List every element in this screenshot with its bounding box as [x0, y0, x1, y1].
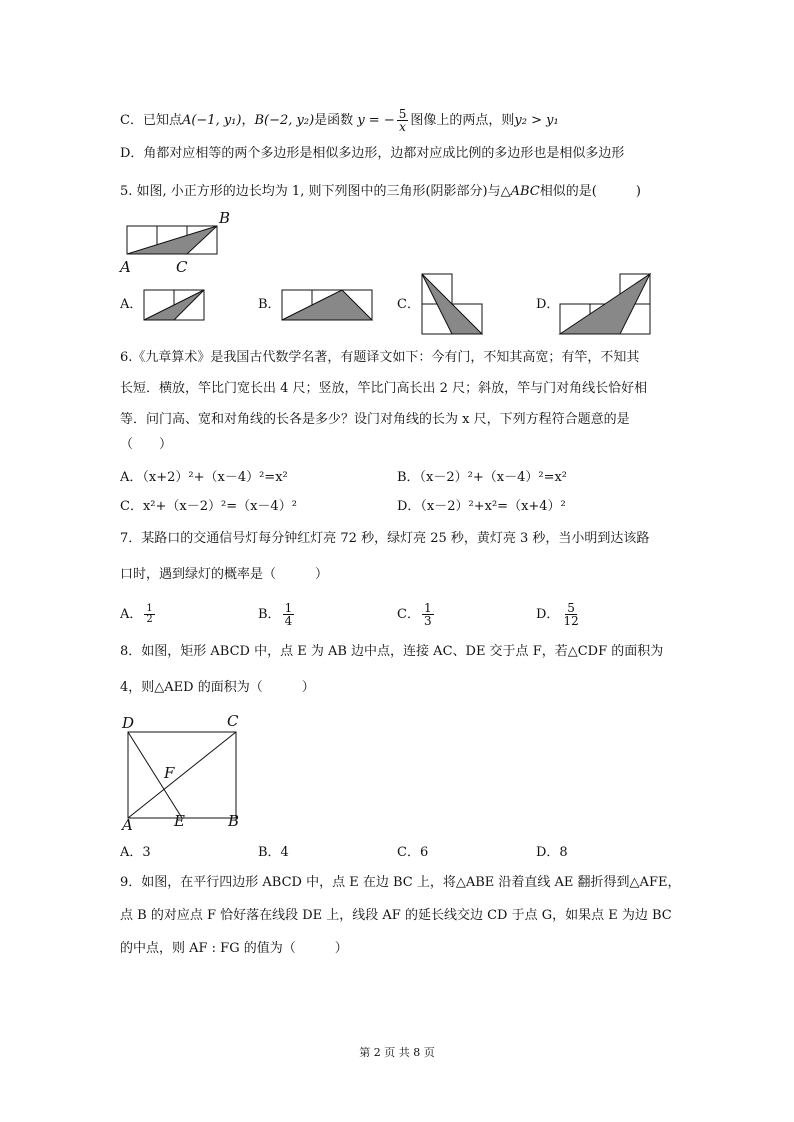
q6-option-c: C．x²+（x－2）²=（x－4）²	[120, 499, 297, 514]
q7c-num: 1	[423, 601, 432, 615]
q7d-fraction	[561, 602, 580, 627]
q8-option-d: D．8	[536, 845, 568, 860]
q5-main-figure	[118, 208, 238, 278]
q7b-label: B．	[258, 607, 281, 622]
q6-line-2: 长短．横放，竿比门宽长出 4 尺；竖放，竿比门高长出 2 尺；斜放，竿与门对角线长恰好相	[120, 381, 648, 396]
q4c-frac-num: 5	[398, 107, 407, 121]
q7b-num: 1	[284, 601, 293, 615]
q8-label-a: A	[122, 816, 133, 834]
q8-rectangle-figure	[116, 712, 256, 832]
q7d-label: D．	[536, 607, 560, 622]
q5-stem-end: 相似的是( )	[539, 184, 641, 199]
q7b-den: 4	[284, 614, 293, 628]
q9-line-2: 点 B 的对应点 F 恰好落在线段 DE 上，线段 AF 的延长线交边 CD 于点 G，如果点 E 为边 BC	[120, 908, 672, 923]
q7a-fraction	[144, 604, 154, 625]
q8-label-c: C	[227, 712, 239, 730]
q8-label-f: F	[164, 764, 175, 782]
q5-stem	[120, 183, 641, 201]
q7a-label: A．	[120, 607, 143, 622]
q6-option-a: A．（x+2）²+（x－4）²=x²	[120, 470, 288, 485]
q4-option-d: D．角都对应相等的两个多边形是相似多边形，边都对应成比例的多边形也是相似多边形	[120, 146, 625, 161]
q7d-num: 5	[567, 601, 575, 615]
q7c-label: C．	[397, 607, 420, 622]
q5-shaded-triangle-abc	[127, 226, 217, 254]
q6-line-3: 等．问门高、宽和对角线的长各是多少？设门对角线的长为 x 尺，下列方程符合题意的是	[120, 412, 630, 427]
q8-label-e: E	[174, 812, 185, 830]
q7-line-1: 7．某路口的交通信号灯每分钟红灯亮 72 秒，绿灯亮 25 秒，黄灯亮 3 秒，当小明到达该路	[120, 531, 650, 546]
q5-option-c-figure	[420, 272, 484, 336]
q7b-fraction	[283, 602, 295, 627]
q9-line-1: 9．如图，在平行四边形 ABCD 中，点 E 在边 BC 上，将△ABE 沿着直线 AE 翻折得到△AFE，	[120, 875, 681, 890]
q5-option-d-label: D．	[536, 297, 560, 312]
q5-option-c-label: C．	[397, 297, 420, 312]
q7-option-a	[120, 600, 157, 630]
q5-label-b: B	[219, 209, 231, 227]
q5-stem-text: 5. 如图, 小正方形的边长均为 1, 则下列图中的三角形(阴影部分)与	[120, 184, 501, 199]
q7c-den: 3	[423, 614, 432, 628]
q4-option-c	[120, 108, 559, 133]
q7c-fraction	[422, 602, 434, 627]
q5-option-a-label: A．	[120, 297, 143, 312]
q8-option-a: A．3	[120, 845, 151, 860]
q6-option-b: B．（x－2）²+（x－4）²=x²	[397, 470, 568, 485]
q9-line-3: 的中点，则 AF : FG 的值为（ ）	[120, 941, 348, 956]
q4c-fraction	[397, 108, 409, 133]
page-footer: 第 2 页 共 8 页	[359, 1046, 435, 1059]
q8-line-1: 8．如图，矩形 ABCD 中，点 E 为 AB 边中点，连接 AC、DE 交于点 F，若△CDF 的面积为	[120, 644, 664, 659]
q5-option-a-figure	[144, 288, 208, 322]
q7-line-2: 口时，遇到绿灯的概率是（ ）	[120, 567, 329, 582]
q6-line-1: 6.《九章算术》是我国古代数学名著，有题译文如下：今有门，不知其高宽；有竿，不知其	[120, 350, 640, 365]
q6-option-d: D．（x－2）²+x²=（x+4）²	[397, 499, 566, 514]
q4c-func-lhs: y = −	[357, 113, 395, 128]
q4c-comma: ，	[241, 113, 255, 128]
q5-option-b-label: B．	[258, 297, 281, 312]
q5-label-a: A	[120, 258, 131, 276]
q5-option-d-figure	[558, 272, 654, 336]
q4c-conclusion: y₂ > y₁	[514, 113, 559, 128]
q4c-after: 图像上的两点，则	[410, 113, 515, 128]
q8-label-b: B	[228, 812, 240, 830]
q6-answer-paren: （ ）	[120, 437, 173, 452]
q4c-prefix: C．已知点	[120, 113, 182, 128]
q4c-mid: 是函数	[314, 113, 354, 128]
q4c-point-a: A(−1, y₁)	[181, 113, 242, 128]
q7a-den: 2	[146, 614, 153, 625]
q7-option-b	[258, 600, 296, 630]
q7-option-d	[536, 600, 583, 630]
q4c-point-b: B(−2, y₂)	[254, 113, 315, 128]
q7d-den: 12	[563, 614, 579, 628]
q8-option-c: C．6	[397, 845, 429, 860]
q8-label-d: D	[122, 714, 135, 732]
q8-line-2: 4，则△AED 的面积为（ ）	[120, 680, 315, 695]
q7a-num: 1	[146, 603, 153, 614]
q8-option-b: B．4	[258, 845, 289, 860]
q5b-shaded-triangle	[282, 290, 372, 320]
q5-label-c: C	[176, 258, 188, 276]
q5-option-b-figure	[282, 288, 374, 322]
q4c-frac-den: x	[399, 120, 406, 134]
q7-option-c	[397, 600, 436, 630]
q8-diagonal-ac	[128, 732, 236, 818]
q5-triangle-abc: △ABC	[500, 184, 540, 199]
